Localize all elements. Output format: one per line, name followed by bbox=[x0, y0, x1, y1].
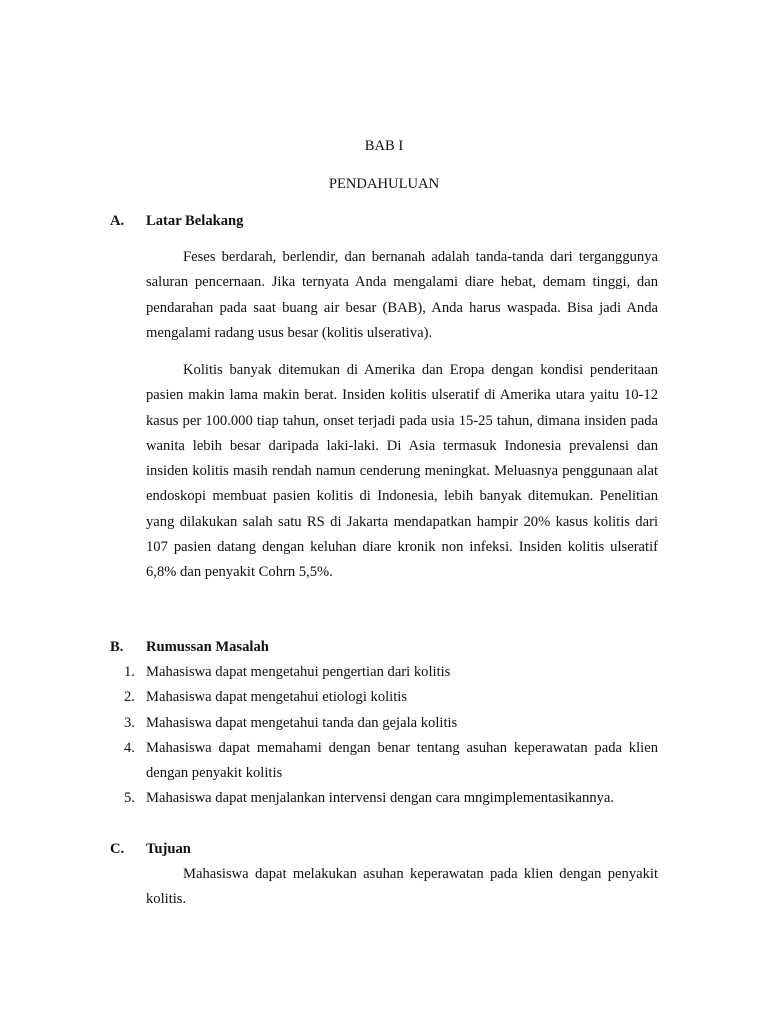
section-heading-c bbox=[110, 840, 670, 858]
list-text: Mahasiswa dapat mengetahui etiologi kolitis bbox=[146, 689, 408, 706]
paragraph-tujuan: Mahasiswa dapat melakukan asuhan keperawatan pada klien dengan penyakit kolitis. bbox=[146, 866, 658, 908]
problem-list bbox=[124, 660, 658, 812]
list-number: 5. bbox=[124, 790, 135, 807]
list-item bbox=[124, 711, 658, 736]
list-item bbox=[124, 685, 658, 710]
list-text: Mahasiswa dapat menjalankan intervensi dengan cara mngimplementasikannya. bbox=[146, 790, 615, 807]
section-title: Latar Belakang bbox=[146, 213, 244, 229]
list-number: 1. bbox=[124, 664, 135, 680]
chapter-number: BAB I bbox=[364, 138, 404, 154]
paragraph-latar-belakang-1: Feses berdarah, berlendir, dan bernanah adalah tanda-tanda dari terganggunya saluran pencernaan. Jika ternyata Anda mengalami diare hebat, demam tinggi, dan pendarahan pada saat buang air besar (BAB), Anda harus waspada. Bisa jadi Anda mengalami radang usus besar (kolitis ulserativa). bbox=[146, 249, 658, 341]
section-title: Tujuan bbox=[146, 841, 191, 857]
list-number: 4. bbox=[124, 739, 135, 756]
list-number: 2. bbox=[124, 689, 135, 706]
section-letter: C. bbox=[110, 841, 125, 857]
section-letter: B. bbox=[110, 639, 124, 655]
section-heading-a bbox=[110, 212, 670, 230]
section-heading-b bbox=[110, 638, 670, 656]
section-letter: A. bbox=[110, 213, 125, 229]
list-item bbox=[124, 736, 658, 787]
list-text: Mahasiswa dapat memahami dengan benar tentang asuhan keperawatan pada klien dengan penyakit kolitis bbox=[146, 739, 658, 782]
chapter-title: PENDAHULUAN bbox=[328, 176, 440, 192]
list-item bbox=[124, 660, 658, 685]
list-number: 3. bbox=[124, 714, 135, 731]
section-title: Rumussan Masalah bbox=[146, 639, 269, 655]
list-text: Mahasiswa dapat mengetahui tanda dan gejala kolitis bbox=[146, 714, 458, 731]
list-text: Mahasiswa dapat mengetahui pengertian dari kolitis bbox=[146, 664, 451, 680]
paragraph-latar-belakang-2: Kolitis banyak ditemukan di Amerika dan Eropa dengan kondisi penderitaan pasien makin lama makin berat. Insiden kolitis ulseratif di Amerika utara yaitu 10-12 kasus per 100.000 tiap tahun, onset terjadi pada usia 15-25 tahun, dimana insiden pada wanita lebih besar daripada laki-laki. Di Asia termasuk Indonesia prevalensi dan insiden kolitis masih rendah namun cenderung meningkat. Meluasnya penggunaan alat endoskopi membuat pasien kolitis di Indonesia, lebih banyak ditemukan. Penelitian yang dilakukan salah satu RS di Jakarta mendapatkan hampir 20% kasus kolitis dari 107 pasien datang dengan keluhan diare kronik non infeksi. Insiden kolitis ulseratif 6,8% dan penyakit Cohrn 5,5%. bbox=[146, 362, 658, 581]
list-item bbox=[124, 786, 658, 811]
